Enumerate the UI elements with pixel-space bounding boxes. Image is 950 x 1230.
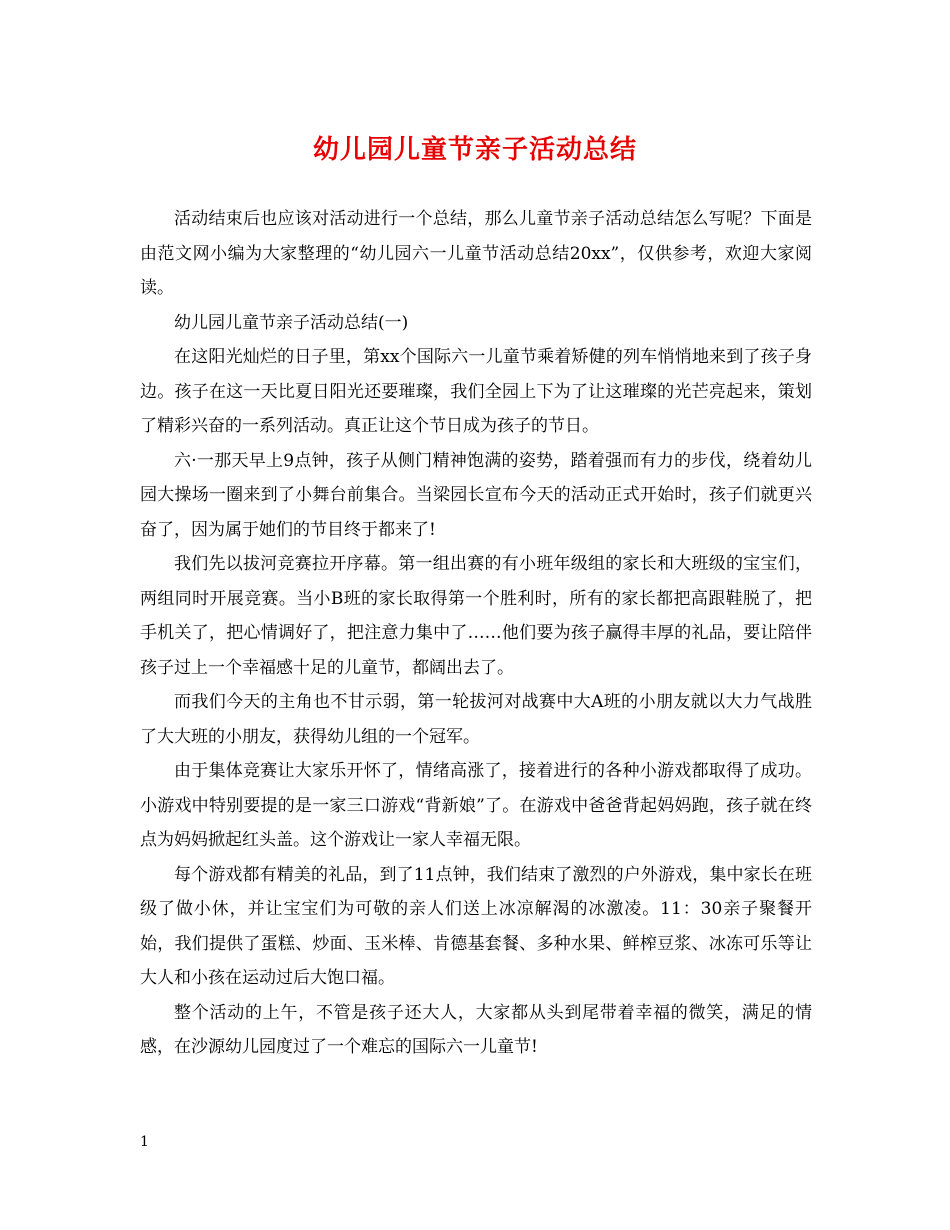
paragraph: 我们先以拔河竞赛拉开序幕。第一组出赛的有小班年级组的家长和大班级的宝宝们，两组同时开展竞赛。当小B班的家长取得第一个胜利时，所有的家长都把高跟鞋脱了，把手机关了，把心情调好了，把注意力集中了……他们要为孩子赢得丰厚的礼品，要让陪伴孩子过上一个幸福感十足的儿童节，都阔出去了。: [140, 554, 812, 678]
page-number: 1: [140, 1134, 149, 1150]
document-body: [140, 202, 812, 1065]
paragraph: 每个游戏都有精美的礼品，到了11点钟，我们结束了激烈的户外游戏，集中家长在班级了做小休，并让宝宝们为可敬的亲人们送上冰凉解渴的冰激凌。11：30亲子聚餐开始，我们提供了蛋糕、炒面、玉米棒、肯德基套餐、多种水果、鲜榨豆浆、冰冻可乐等让大人和小孩在运动过后大饱口福。: [140, 864, 812, 988]
paragraph: 在这阳光灿烂的日子里，第xx个国际六一儿童节乘着矫健的列车悄悄地来到了孩子身边。孩子在这一天比夏日阳光还要璀璨，我们全园上下为了让这璀璨的光芒亮起来，策划了精彩兴奋的一系列活动。真正让这个节日成为孩子的节日。: [140, 347, 812, 436]
paragraph-intro: 活动结束后也应该对活动进行一个总结，那么儿童节亲子活动总结怎么写呢？下面是由范文网小编为大家整理的“幼儿园六一儿童节活动总结20xx”，仅供参考，欢迎大家阅读。: [140, 209, 812, 298]
paragraph: 而我们今天的主角也不甘示弱，第一轮拔河对战赛中大A班的小朋友就以大力气战胜了大大班的小朋友，获得幼儿组的一个冠军。: [140, 692, 812, 747]
paragraph: 由于集体竞赛让大家乐开怀了，情绪高涨了，接着进行的各种小游戏都取得了成功。小游戏中特别要提的是一家三口游戏“背新娘”了。在游戏中爸爸背起妈妈跑，孩子就在终点为妈妈掀起红头盖。这个游戏让一家人幸福无限。: [140, 761, 812, 850]
document-title: 幼儿园儿童节亲子活动总结: [312, 135, 637, 165]
paragraph: 六·一那天早上9点钟，孩子从侧门精神饱满的姿势，踏着强而有力的步伐，绕着幼儿园大操场一圈来到了小舞台前集合。当梁园长宣布今天的活动正式开始时，孩子们就更兴奋了，因为属于她们的节目终于都来了!: [140, 450, 812, 540]
paragraph: 整个活动的上午，不管是孩子还大人，大家都从头到尾带着幸福的微笑，满足的情感，在沙源幼儿园度过了一个难忘的国际六一儿童节!: [140, 1002, 812, 1057]
section-heading: 幼儿园儿童节亲子活动总结(一): [174, 312, 409, 333]
